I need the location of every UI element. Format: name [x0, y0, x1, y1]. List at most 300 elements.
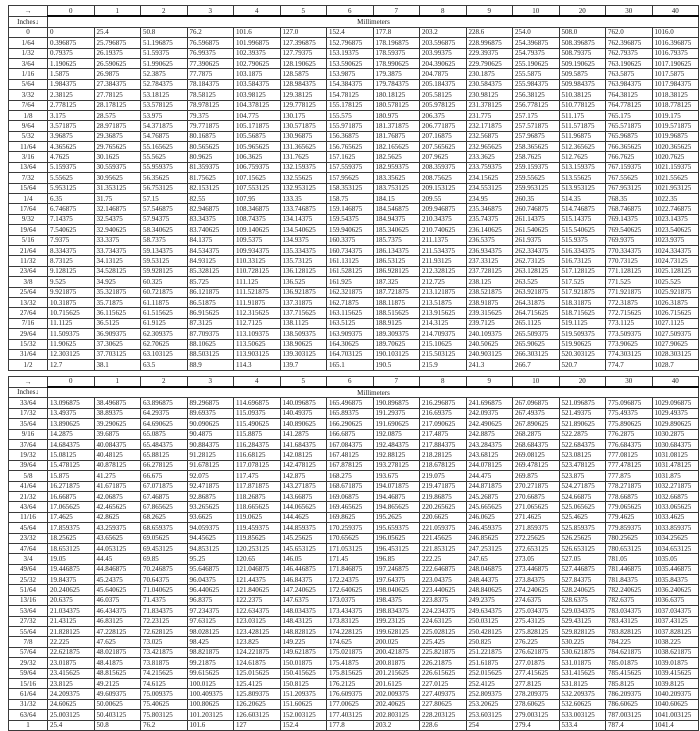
- mm-value-cell: 246.0625: [466, 512, 513, 522]
- row-label-inch-fraction: 45/64: [9, 523, 48, 533]
- mm-value-cell: 46.0375: [94, 595, 141, 605]
- mm-value-cell: 254.0: [513, 27, 560, 37]
- mm-value-cell: 89.296875: [187, 398, 234, 408]
- mm-value-cell: 207.16875: [420, 131, 467, 141]
- mm-value-cell: 528.6375: [559, 595, 606, 605]
- mm-value-cell: 126.603125: [234, 710, 281, 720]
- table-row: [9, 554, 699, 564]
- mm-value-cell: 177.00625: [327, 699, 374, 709]
- mm-value-cell: 90.884375: [187, 440, 234, 450]
- mm-value-cell: 213.121875: [420, 287, 467, 297]
- row-label-inch-fraction: 13/32: [9, 297, 48, 307]
- mm-value-cell: 142.478125: [280, 460, 327, 470]
- mm-value-cell: 21.43125: [48, 616, 95, 626]
- mm-value-cell: 266.303125: [513, 349, 560, 359]
- mm-value-cell: 74.6125: [141, 679, 188, 689]
- mm-value-cell: 165.89375: [327, 408, 374, 418]
- mm-value-cell: 24.209375: [48, 689, 95, 699]
- mm-value-cell: 234.15625: [466, 173, 513, 183]
- mm-value-cell: 27.384375: [94, 79, 141, 89]
- mm-value-cell: 6.35: [48, 194, 95, 204]
- mm-value-cell: 144.4625: [280, 512, 327, 522]
- mm-value-cell: 102.790625: [234, 58, 281, 68]
- mm-value-cell: 529.43125: [559, 616, 606, 626]
- mm-value-cell: 236.140625: [466, 225, 513, 235]
- mm-value-cell: 188.515625: [373, 308, 420, 318]
- mm-value-cell: 180.975: [373, 110, 420, 120]
- mm-value-cell: 192.484375: [373, 440, 420, 450]
- mm-value-cell: 40.084375: [94, 440, 141, 450]
- mm-value-cell: 117.078125: [234, 460, 281, 470]
- mm-value-cell: 150.8125: [280, 679, 327, 689]
- row-label-inch-fraction: 1/4: [9, 194, 48, 204]
- mm-value-cell: 193.675: [373, 471, 420, 481]
- mm-value-cell: 6.746875: [48, 204, 95, 214]
- mm-value-cell: 155.575: [327, 110, 374, 120]
- mm-value-cell: 1026.31875: [652, 297, 699, 307]
- mm-value-cell: 194.865625: [373, 502, 420, 512]
- mm-value-cell: 110.33125: [234, 256, 281, 266]
- mm-value-cell: 22.225: [48, 637, 95, 647]
- mm-value-cell: 109.5375: [234, 235, 281, 245]
- mm-value-cell: 213.915625: [420, 308, 467, 318]
- row-label-inch-fraction: 5/8: [9, 471, 48, 481]
- mm-value-cell: 152.4: [280, 720, 327, 730]
- mm-value-cell: 159.54375: [327, 214, 374, 224]
- mm-value-cell: 786.209375: [606, 689, 653, 699]
- mm-value-cell: 171.45: [327, 554, 374, 564]
- column-header-whole-inches: 2: [141, 376, 188, 387]
- column-header-whole-inches: 1: [94, 376, 141, 387]
- row-label-inch-fraction: 7/8: [9, 637, 48, 647]
- mm-value-cell: 248.44375: [466, 575, 513, 585]
- column-header-row: [9, 376, 699, 387]
- mm-value-cell: 129.778125: [280, 100, 327, 110]
- mm-value-cell: 204.390625: [420, 58, 467, 68]
- mm-value-cell: 115.490625: [234, 419, 281, 429]
- mm-value-cell: 1040.60625: [652, 699, 699, 709]
- row-label-inch-fraction: 17/32: [9, 408, 48, 418]
- mm-value-cell: 278.60625: [513, 699, 560, 709]
- mm-value-cell: 90.090625: [187, 419, 234, 429]
- mm-value-cell: 153.19375: [327, 48, 374, 58]
- mm-value-cell: 99.615625: [187, 668, 234, 678]
- table-row: [9, 162, 699, 172]
- table-row: [9, 450, 699, 460]
- mm-value-cell: 138.90625: [280, 339, 327, 349]
- mm-value-cell: 229.39375: [466, 48, 513, 58]
- mm-value-cell: 51.59375: [141, 48, 188, 58]
- mm-value-cell: 84.93125: [187, 256, 234, 266]
- mm-value-cell: 33.734375: [94, 245, 141, 255]
- mm-value-cell: 123.428125: [234, 627, 281, 637]
- mm-value-cell: 13.890625: [48, 419, 95, 429]
- mm-value-cell: 35.321875: [94, 287, 141, 297]
- row-label-inch-fraction: 21/64: [9, 245, 48, 255]
- mm-value-cell: 177.8: [327, 720, 374, 730]
- mm-value-cell: 1039.01875: [652, 658, 699, 668]
- mm-value-cell: 774.7: [606, 360, 653, 370]
- mm-value-cell: 127.396875: [280, 38, 327, 48]
- mm-value-cell: 74.215625: [141, 668, 188, 678]
- mm-value-cell: 27.78125: [94, 90, 141, 100]
- mm-value-cell: 230.98125: [466, 90, 513, 100]
- mm-value-cell: 26.19375: [94, 48, 141, 58]
- mm-value-cell: 264.31875: [513, 297, 560, 307]
- mm-value-cell: 517.128125: [559, 266, 606, 276]
- mm-value-cell: 197.64375: [373, 575, 420, 585]
- mm-value-cell: 220.6625: [420, 512, 467, 522]
- mm-value-cell: 0.396875: [48, 38, 95, 48]
- mm-value-cell: 155.178125: [327, 100, 374, 110]
- mm-value-cell: 1021.55625: [652, 173, 699, 183]
- mm-value-cell: 274.6375: [513, 595, 560, 605]
- mm-value-cell: 112.315625: [234, 308, 281, 318]
- table-row: [9, 318, 699, 328]
- mm-value-cell: 76.596875: [187, 38, 234, 48]
- mm-value-cell: 783.034375: [606, 606, 653, 616]
- mm-value-cell: 137.31875: [280, 297, 327, 307]
- mm-value-cell: 63.103125: [141, 349, 188, 359]
- mm-value-cell: 199.23125: [373, 616, 420, 626]
- mm-value-cell: 224.63125: [420, 616, 467, 626]
- mm-value-cell: 149.225: [280, 637, 327, 647]
- mm-value-cell: 773.90625: [606, 339, 653, 349]
- mm-value-cell: 20.240625: [48, 585, 95, 595]
- mm-value-cell: 78.58125: [187, 90, 234, 100]
- mm-value-cell: 46.434375: [94, 606, 141, 616]
- mm-value-cell: 513.159375: [559, 162, 606, 172]
- row-label-inch-fraction: 1/2: [9, 360, 48, 370]
- mm-value-cell: 83.34375: [187, 214, 234, 224]
- mm-value-cell: 66.675: [141, 471, 188, 481]
- mm-value-cell: 226.21875: [420, 658, 467, 668]
- row-label-inch-fraction: 9/16: [9, 429, 48, 439]
- mm-value-cell: 258.365625: [513, 142, 560, 152]
- mm-value-cell: 138.509375: [280, 329, 327, 339]
- row-label-inch-fraction: 7/16: [9, 318, 48, 328]
- mm-value-cell: 275.828125: [513, 627, 560, 637]
- mm-value-cell: 203.2: [420, 27, 467, 37]
- mm-value-cell: 15.478125: [48, 460, 95, 470]
- mm-value-cell: 172.640625: [327, 585, 374, 595]
- mm-value-cell: 1029.49375: [652, 408, 699, 418]
- mm-value-cell: 38.89375: [94, 408, 141, 418]
- mm-value-cell: 775.890625: [606, 419, 653, 429]
- mm-value-cell: 146.446875: [280, 564, 327, 574]
- mm-value-cell: 515.14375: [559, 214, 606, 224]
- mm-value-cell: 124.61875: [234, 658, 281, 668]
- mm-value-cell: 61.9125: [141, 318, 188, 328]
- mm-value-cell: 515.9375: [559, 235, 606, 245]
- mm-value-cell: 22.621875: [48, 647, 95, 657]
- column-header-whole-inches: 3: [187, 376, 234, 387]
- mm-value-cell: 209.946875: [420, 204, 467, 214]
- mm-value-cell: 136.128125: [280, 266, 327, 276]
- mm-value-cell: 249.2375: [466, 595, 513, 605]
- mm-value-cell: 270.271875: [513, 481, 560, 491]
- mm-value-cell: 189.309375: [373, 329, 420, 339]
- table-row: [9, 121, 699, 131]
- mm-value-cell: 98.028125: [187, 627, 234, 637]
- mm-value-cell: 222.25: [420, 554, 467, 564]
- mm-value-cell: 162.321875: [327, 287, 374, 297]
- mm-value-cell: 1032.66875: [652, 491, 699, 501]
- mm-value-cell: 778.271875: [606, 481, 653, 491]
- mm-value-cell: 114.696875: [234, 398, 281, 408]
- mm-value-cell: 1024.73125: [652, 256, 699, 266]
- mm-value-cell: 508.79375: [559, 48, 606, 58]
- mm-value-cell: 48.815625: [94, 668, 141, 678]
- row-label-inch-fraction: 15/32: [9, 339, 48, 349]
- mm-value-cell: 251.61875: [466, 658, 513, 668]
- mm-value-cell: 532.60625: [559, 699, 606, 709]
- mm-value-cell: 1029.096875: [652, 398, 699, 408]
- mm-value-cell: 115.09375: [234, 408, 281, 418]
- mm-value-cell: 261.14375: [513, 214, 560, 224]
- mm-value-cell: 86.121875: [187, 287, 234, 297]
- mm-value-cell: 267.096875: [513, 398, 560, 408]
- mm-value-cell: 228.203125: [420, 710, 467, 720]
- mm-value-cell: 524.271875: [559, 481, 606, 491]
- mm-value-cell: 772.715625: [606, 308, 653, 318]
- mm-value-cell: 530.225: [559, 637, 606, 647]
- mm-value-cell: 92.86875: [187, 491, 234, 501]
- mm-value-cell: 96.8375: [187, 595, 234, 605]
- mm-value-cell: 34.925: [94, 277, 141, 287]
- mm-value-cell: 142.08125: [280, 450, 327, 460]
- mm-value-cell: 264.715625: [513, 308, 560, 318]
- row-label-inch-fraction: 37/64: [9, 440, 48, 450]
- mm-value-cell: 3.96875: [48, 131, 95, 141]
- mm-value-cell: 167.084375: [327, 440, 374, 450]
- mm-value-cell: 130.571875: [280, 121, 327, 131]
- mm-value-cell: 198.834375: [373, 606, 420, 616]
- mm-value-cell: 70.64375: [141, 575, 188, 585]
- mm-value-cell: 73.025: [141, 637, 188, 647]
- mm-value-cell: 40.48125: [94, 450, 141, 460]
- column-header-whole-inches: 8: [420, 376, 467, 387]
- mm-value-cell: 775.096875: [606, 398, 653, 408]
- mm-value-cell: 153.9875: [327, 69, 374, 79]
- mm-value-cell: 201.215625: [373, 668, 420, 678]
- mm-value-cell: 1037.034375: [652, 606, 699, 616]
- mm-value-cell: 143.66875: [280, 491, 327, 501]
- table-row: [9, 27, 699, 37]
- mm-value-cell: 1034.25625: [652, 533, 699, 543]
- mm-value-cell: 108.74375: [234, 214, 281, 224]
- mm-value-cell: 211.534375: [420, 245, 467, 255]
- table-row: [9, 339, 699, 349]
- mm-value-cell: 250.825: [466, 637, 513, 647]
- row-label-inch-fraction: 51/64: [9, 585, 48, 595]
- mm-value-cell: 782.6375: [606, 595, 653, 605]
- right-arrow-icon: →: [9, 6, 48, 17]
- mm-value-cell: 136.921875: [280, 287, 327, 297]
- mm-value-cell: 1021.953125: [652, 183, 699, 193]
- mm-value-cell: 261.9375: [513, 235, 560, 245]
- mm-value-cell: 161.528125: [327, 266, 374, 276]
- mm-value-cell: 243.284375: [466, 440, 513, 450]
- mm-value-cell: 197.246875: [373, 564, 420, 574]
- mm-value-cell: 1018.38125: [652, 90, 699, 100]
- mm-value-cell: 48.021875: [94, 647, 141, 657]
- mm-value-cell: 195.2625: [373, 512, 420, 522]
- mm-value-cell: 7.540625: [48, 225, 95, 235]
- row-label-inch-fraction: 23/32: [9, 533, 48, 543]
- mm-value-cell: 105.965625: [234, 142, 281, 152]
- column-header-whole-inches: 40: [652, 376, 699, 387]
- mm-value-cell: 100.0125: [187, 679, 234, 689]
- mm-value-cell: 78.184375: [187, 79, 234, 89]
- mm-value-cell: 765.96875: [606, 131, 653, 141]
- mm-value-cell: 140.096875: [280, 398, 327, 408]
- mm-value-cell: 28.575: [94, 110, 141, 120]
- mm-value-cell: 249.634375: [466, 606, 513, 616]
- mm-value-cell: 771.921875: [606, 287, 653, 297]
- mm-value-cell: 1033.859375: [652, 523, 699, 533]
- mm-value-cell: 164.703125: [327, 349, 374, 359]
- mm-value-cell: 183.753125: [373, 183, 420, 193]
- row-label-inch-fraction: 27/64: [9, 308, 48, 318]
- mm-value-cell: 206.375: [420, 110, 467, 120]
- mm-value-cell: 180.18125: [373, 90, 420, 100]
- mm-value-cell: 3.175: [48, 110, 95, 120]
- row-label-inch-fraction: 31/64: [9, 349, 48, 359]
- mm-value-cell: 89.69375: [187, 408, 234, 418]
- row-label-inch-fraction: 11/64: [9, 142, 48, 152]
- table-row: [9, 398, 699, 408]
- row-label-inch-fraction: 19/32: [9, 450, 48, 460]
- table-row: [9, 360, 699, 370]
- mm-value-cell: 521.096875: [559, 398, 606, 408]
- mm-value-cell: 776.684375: [606, 440, 653, 450]
- mm-value-cell: 139.7: [280, 360, 327, 370]
- mm-value-cell: 766.365625: [606, 142, 653, 152]
- mm-value-cell: 250.428125: [466, 627, 513, 637]
- mm-value-cell: 159.940625: [327, 225, 374, 235]
- mm-value-cell: 30.95625: [94, 173, 141, 183]
- mm-value-cell: 221.45625: [420, 533, 467, 543]
- mm-value-cell: 243.68125: [466, 450, 513, 460]
- mm-value-cell: 1027.1125: [652, 318, 699, 328]
- mm-value-cell: 101.203125: [187, 710, 234, 720]
- mm-value-cell: 84.1375: [187, 235, 234, 245]
- mm-value-cell: 1016.396875: [652, 38, 699, 48]
- unit-header-row: [9, 387, 699, 398]
- row-label-inch-fraction: 27/32: [9, 616, 48, 626]
- mm-value-cell: 138.1125: [280, 318, 327, 328]
- mm-value-cell: 44.846875: [94, 564, 141, 574]
- mm-value-cell: 237.728125: [466, 266, 513, 276]
- mm-value-cell: 1028.303125: [652, 349, 699, 359]
- mm-value-cell: 88.10625: [187, 339, 234, 349]
- mm-value-cell: 7.9375: [48, 235, 95, 245]
- mm-value-cell: 46.83125: [94, 616, 141, 626]
- mm-value-cell: 215.9: [420, 360, 467, 370]
- mm-value-cell: 210.34375: [420, 214, 467, 224]
- mm-value-cell: 152.4: [327, 27, 374, 37]
- mm-value-cell: 523.875: [559, 471, 606, 481]
- mm-value-cell: 203.2: [373, 720, 420, 730]
- mm-value-cell: 215.503125: [420, 349, 467, 359]
- mm-value-cell: 255.5875: [513, 69, 560, 79]
- mm-value-cell: 142.875: [280, 471, 327, 481]
- mm-value-cell: 1034.653125: [652, 543, 699, 553]
- mm-value-cell: 763.5875: [606, 69, 653, 79]
- mm-value-cell: 265.509375: [513, 329, 560, 339]
- mm-value-cell: 772.31875: [606, 297, 653, 307]
- mm-value-cell: 1018.778125: [652, 100, 699, 110]
- mm-value-cell: 783.828125: [606, 627, 653, 637]
- mm-value-cell: 24.60625: [48, 699, 95, 709]
- mm-value-cell: 273.05: [513, 554, 560, 564]
- mm-value-cell: 7.14375: [48, 214, 95, 224]
- mm-value-cell: 516.73125: [559, 256, 606, 266]
- mm-value-cell: 92.075: [187, 471, 234, 481]
- mm-value-cell: 202.40625: [373, 699, 420, 709]
- table-row: [9, 460, 699, 470]
- mm-value-cell: 230.584375: [466, 79, 513, 89]
- table-row: [9, 710, 699, 720]
- mm-value-cell: 765.571875: [606, 121, 653, 131]
- column-header-whole-inches: 7: [373, 376, 420, 387]
- mm-value-cell: 520.303125: [559, 349, 606, 359]
- mm-value-cell: 50.00625: [94, 699, 141, 709]
- mm-value-cell: 53.975: [141, 110, 188, 120]
- mm-value-cell: 175.021875: [327, 647, 374, 657]
- mm-value-cell: 165.496875: [327, 398, 374, 408]
- mm-value-cell: 13.49375: [48, 408, 95, 418]
- mm-value-cell: 64.690625: [141, 419, 188, 429]
- mm-value-cell: 521.890625: [559, 419, 606, 429]
- mm-value-cell: 109.140625: [234, 225, 281, 235]
- mm-value-cell: 265.90625: [513, 339, 560, 349]
- mm-value-cell: 30.1625: [94, 152, 141, 162]
- mm-value-cell: 510.38125: [559, 90, 606, 100]
- column-header-whole-inches: 2: [141, 6, 188, 17]
- mm-value-cell: 131.365625: [280, 142, 327, 152]
- mm-value-cell: 98.821875: [187, 647, 234, 657]
- mm-value-cell: 774.303125: [606, 349, 653, 359]
- mm-value-cell: 781.84375: [606, 575, 653, 585]
- mm-value-cell: 1041.4: [652, 720, 699, 730]
- mm-value-cell: 278.209375: [513, 689, 560, 699]
- row-label-inch-fraction: 9/64: [9, 121, 48, 131]
- mm-value-cell: 240.903125: [466, 349, 513, 359]
- mm-value-cell: 1033.065625: [652, 502, 699, 512]
- mm-value-cell: 256.778125: [513, 100, 560, 110]
- mm-value-cell: 34.528125: [94, 266, 141, 276]
- mm-value-cell: 139.303125: [280, 349, 327, 359]
- column-header-whole-inches: 30: [606, 376, 653, 387]
- mm-value-cell: 150.01875: [280, 658, 327, 668]
- mm-value-cell: 51.196875: [141, 38, 188, 48]
- mm-value-cell: 231.775: [466, 110, 513, 120]
- mm-value-cell: 121.840625: [234, 585, 281, 595]
- mm-value-cell: 66.278125: [141, 460, 188, 470]
- mm-value-cell: 67.865625: [141, 502, 188, 512]
- mm-value-cell: 195.659375: [373, 523, 420, 533]
- mm-value-cell: 1021.159375: [652, 162, 699, 172]
- mm-value-cell: 242.490625: [466, 419, 513, 429]
- mm-value-cell: 1038.621875: [652, 647, 699, 657]
- mm-value-cell: 58.7375: [141, 235, 188, 245]
- mm-value-cell: 91.28125: [187, 450, 234, 460]
- table-row: [9, 256, 699, 266]
- mm-value-cell: 228.6: [466, 27, 513, 37]
- mm-value-cell: 15.08125: [48, 450, 95, 460]
